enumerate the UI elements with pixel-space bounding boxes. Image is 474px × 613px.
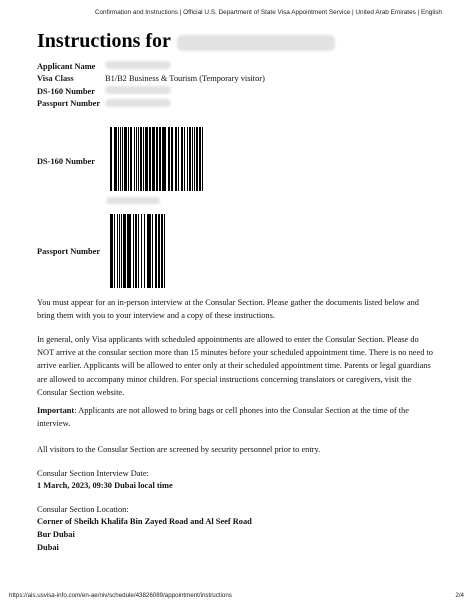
barcode-bar [121,214,122,288]
barcode-bar [134,127,135,191]
barcode-bar [131,127,132,191]
barcode-bar [182,127,183,191]
barcode-bar [156,214,157,288]
location-label: Consular Section Location: [37,505,129,514]
location-line-2: Bur Dubai [37,530,75,539]
barcode-bar [164,214,165,288]
row-applicant-name [37,60,265,73]
instructions-paragraph-2: In general, only Visa applicants with scheduled appointments are allowed to enter the Consular Section. Please do NOT arrive at the consular section more than 15 minutes before your scheduled appointment time. There is no need to arrive earlier. Applicants will be allowed to enter only at their scheduled appointment time. Parents or legal guardians are allowed to accompany minor children. For special instructions concerning translators or caregivers, visit the Consular Section website. [37,335,433,397]
barcode-bar [187,127,188,191]
barcode-bar [196,127,197,191]
barcode-bar [199,127,200,191]
redacted-applicant-name-title [177,35,335,51]
barcode-bar [122,127,123,191]
barcode-bar [141,214,142,288]
visa-class-label: Visa Class [37,74,74,84]
redacted-ds160-barcode-text [106,197,160,204]
barcode-bar [140,127,142,191]
redacted-applicant-name [105,61,171,69]
barcode-bar [114,214,116,288]
visa-class-value: B1/B2 Business & Tourism (Temporary visitor) [105,74,265,84]
barcode-bar [130,214,131,288]
barcode-bar [155,214,156,288]
important-label: Important [37,406,75,415]
barcode-bar [154,127,155,191]
redacted-passport-number [105,99,171,107]
page-title: Instructions for [37,30,171,52]
barcode-bar [192,127,193,191]
passport-barcode-label: Passport Number [37,247,101,256]
location-line-3: Dubai [37,543,59,552]
applicant-name-label: Applicant Name [37,61,96,71]
barcode-bar [165,127,166,191]
row-visa-class [37,73,265,86]
applicant-info-table [37,60,265,110]
barcode-bar [110,127,112,191]
barcode-bar [159,127,160,191]
row-passport-number [37,98,265,111]
barcode-bar [128,127,129,191]
barcode-bar [138,127,139,191]
location-line-1: Corner of Sheikh Khalifa Bin Zayed Road and Al Seef Road [37,517,252,526]
footer-page-number: 2/4 [455,592,464,599]
passport-barcode [110,214,167,288]
barcode-bar [202,127,203,191]
barcode-bar [158,214,160,288]
interview-date-label: Consular Section Interview Date: [37,469,149,478]
barcode-bar [138,214,139,288]
barcode-bar [184,127,185,191]
ds160-number-label: DS-160 Number [37,86,95,96]
row-ds160-number [37,85,265,98]
barcode-bar [171,127,173,191]
page-header: Confirmation and Instructions | Official U.S. Department of State Visa Appointment Service | United Arab Emirates | English [94,9,442,16]
important-paragraph [37,404,437,430]
important-text: : Applicants are not allowed to bring bags or cell phones into the Consular Section at the time of the interview. [37,406,409,429]
barcode-bar [144,214,145,288]
barcode-bar [175,127,177,191]
passport-number-label: Passport Number [37,99,101,109]
ds160-barcode-label: DS-160 Number [37,157,95,166]
barcode-bar [114,127,115,191]
title-row [37,30,335,53]
barcode-bar [149,214,151,288]
barcode-bar [194,127,195,191]
barcode-bar [178,127,179,191]
instructions-paragraph-1: You must appear for an in-person interview at the Consular Section. Please gather the documents listed below and bring them with you to your interview and a copy of these instructions. [37,298,419,321]
instructions-paragraph-4: All visitors to the Consular Section are screened by security personnel prior to entry. [37,445,321,454]
barcode-bar [168,127,170,191]
redacted-ds160-number [105,86,171,94]
barcode-bar [133,214,134,288]
barcode-bar [127,214,128,288]
barcode-bar [149,127,150,191]
barcode-bar [146,127,148,191]
barcode-bar [161,214,163,288]
barcode-bar [119,214,120,288]
footer-url-link[interactable]: https://ais.usvisa-info.com/en-ae/niv/schedule/43826089/appointment/instructions [9,592,232,599]
barcode-bar [118,127,119,191]
ds160-barcode [110,127,205,191]
barcode-bar [117,214,118,288]
barcode-bar [156,127,157,191]
interview-date-value: 1 March, 2023, 09:30 Dubai local time [37,481,173,490]
barcode-bar [152,214,153,288]
barcode-bar [136,214,137,288]
